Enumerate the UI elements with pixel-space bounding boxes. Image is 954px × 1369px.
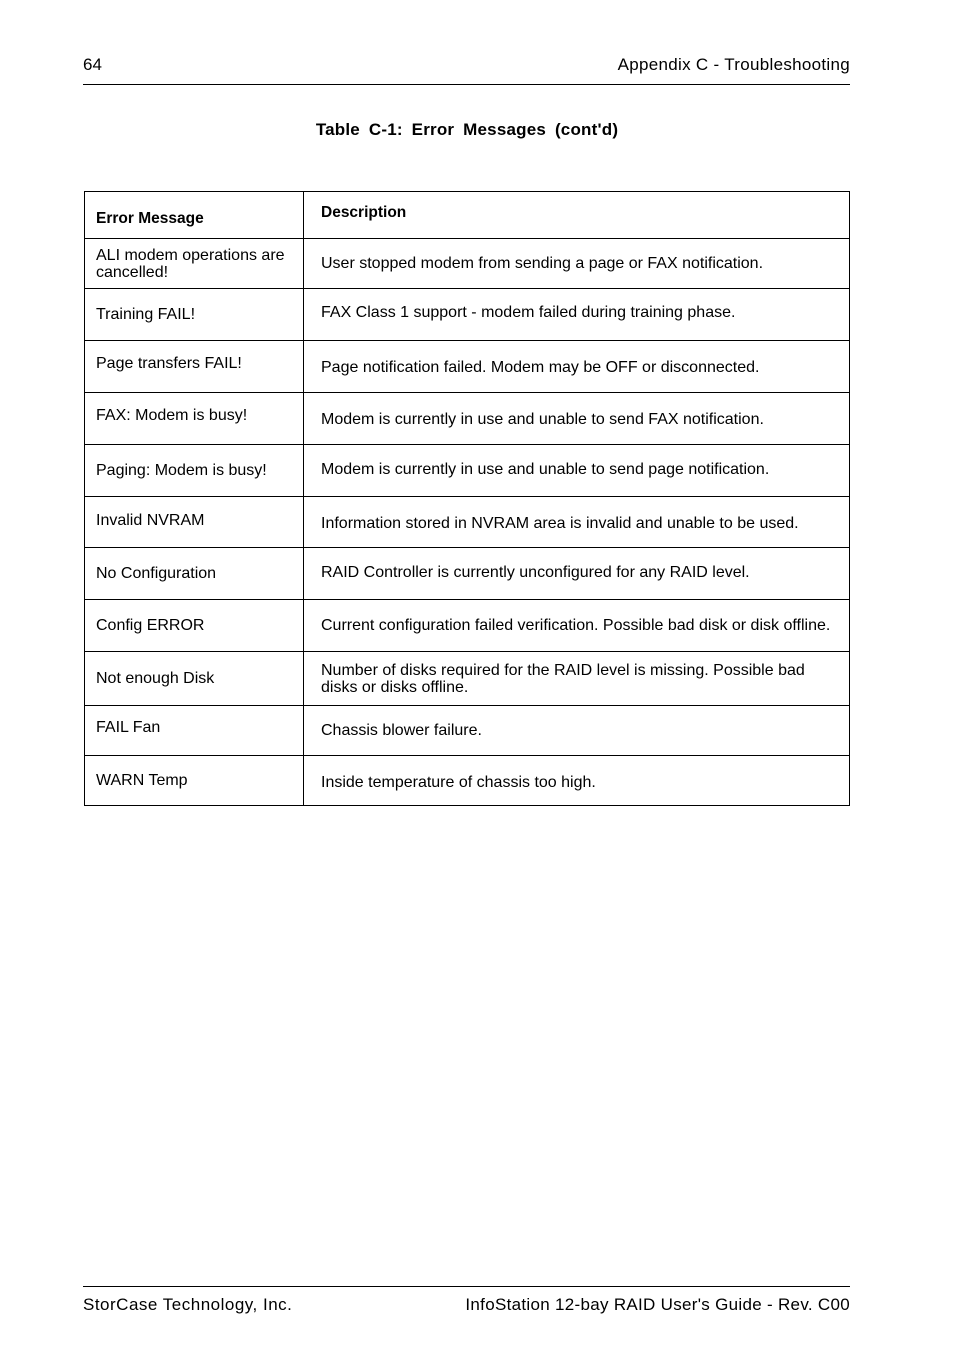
description-cell: Number of disks required for the RAID level is missing. Possible bad disks or disks offline.: [321, 661, 805, 696]
error-message-cell: ALI modem operations are cancelled!: [85, 239, 304, 288]
description-cell: Inside temperature of chassis too high.: [321, 773, 596, 791]
company-name: StorCase Technology, Inc.: [83, 1295, 293, 1314]
error-message-cell: WARN Temp: [85, 756, 304, 805]
description-cell: Modem is currently in use and unable to send FAX notification.: [321, 411, 764, 428]
table-row: [85, 547, 849, 599]
column-header-description: Description: [321, 204, 407, 221]
page-footer: [83, 1286, 850, 1314]
error-message-cell: Config ERROR: [85, 600, 304, 651]
description-cell: User stopped modem from sending a page or FAX notification.: [321, 255, 764, 272]
table-row: [85, 705, 849, 755]
description-cell: FAX Class 1 support - modem failed during training phase.: [321, 304, 736, 321]
description-cell: RAID Controller is currently unconfigured for any RAID level.: [321, 564, 750, 581]
error-messages-table: [84, 191, 850, 806]
table-row: [85, 444, 849, 496]
table-row: [85, 288, 849, 340]
description-cell: Chassis blower failure.: [321, 722, 482, 739]
table-row: [85, 496, 849, 547]
description-cell: Current configuration failed verification. Possible bad disk or disk offline.: [321, 617, 831, 634]
error-message-cell: Page transfers FAIL!: [85, 341, 304, 392]
error-message-cell: FAIL Fan: [85, 706, 304, 755]
description-cell: Page notification failed. Modem may be OFF or disconnected.: [321, 359, 760, 376]
guide-title: InfoStation 12-bay RAID User's Guide - Rev. C00: [465, 1295, 850, 1314]
page-number: 64: [83, 55, 102, 74]
table-row: [85, 755, 849, 805]
column-header-error-message: Error Message: [85, 192, 304, 238]
error-message-cell: Invalid NVRAM: [85, 497, 304, 547]
error-message-cell: Not enough Disk: [85, 652, 304, 705]
section-title: Appendix C - Troubleshooting: [617, 55, 850, 74]
error-message-cell: No Configuration: [85, 548, 304, 599]
table-row: [85, 599, 849, 651]
error-message-cell: Training FAIL!: [85, 289, 304, 340]
error-message-cell: FAX: Modem is busy!: [85, 393, 304, 444]
table-row: [85, 340, 849, 392]
error-message-cell: Paging: Modem is busy!: [85, 445, 304, 496]
page-header: [83, 52, 850, 85]
table-header-row: [85, 192, 849, 239]
table-caption: Table C-1: Error Messages (cont'd): [315, 120, 619, 139]
table-row: [85, 239, 849, 288]
description-cell: Modem is currently in use and unable to send page notification.: [321, 461, 770, 478]
description-cell: Information stored in NVRAM area is invalid and unable to be used.: [321, 514, 799, 532]
table-row: [85, 651, 849, 705]
table-row: [85, 392, 849, 444]
